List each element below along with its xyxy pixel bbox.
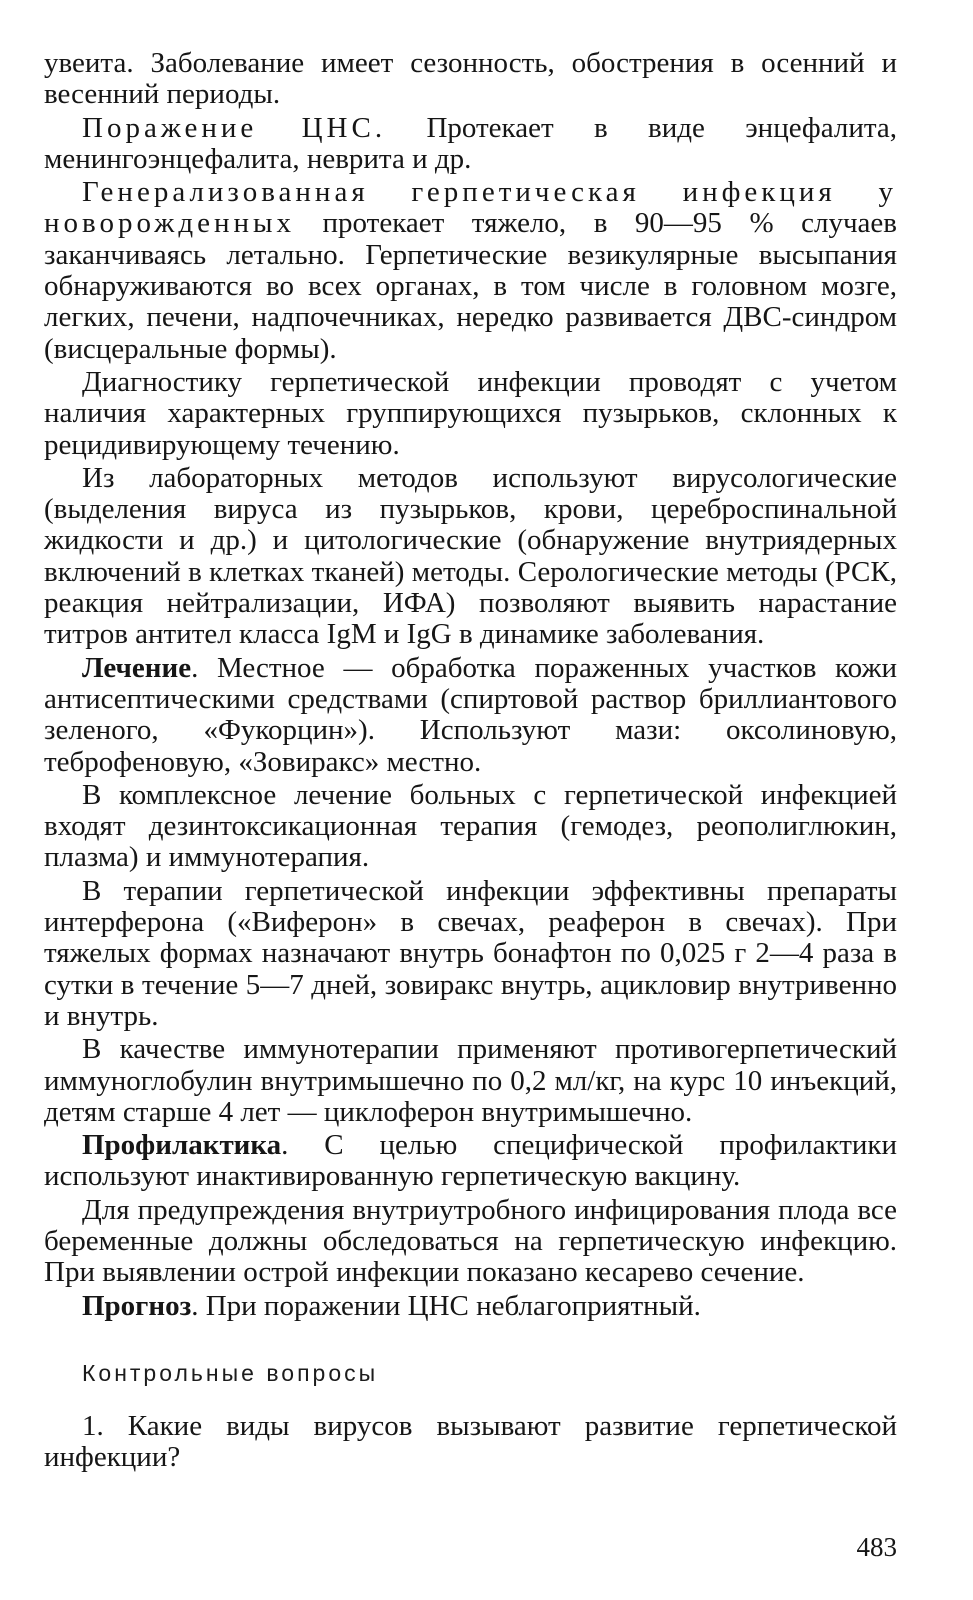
paragraph-lab-methods: Из лабораторных методов используют вирусологические (выделения вируса из пузырьков, крови, цереброспинальной жидкости и др.) и цитологические (обнаружение внутриядерных включений в клетках тканей) методы. Серологические методы (РСК, реакция нейтрализации, ИФА) позволяют выявить нарастание титров антител класса IgM и IgG в динамике заболевания. — [44, 461, 897, 651]
paragraph-prevention — [44, 1130, 897, 1193]
paragraph-neonatal-text: протекает тяжело, в 90—95 % случаев заканчиваясь летально. Герпетические везикулярные высыпания обнаруживаются во всех органах, в том числе в головном мозге, легких, печени, надпочечниках, нередко развивается ДВС-синдром (висцеральные формы). — [44, 207, 897, 365]
paragraph-treatment-text: . Местное — обработка пораженных участков кожи антисептическими средствами (спиртовой раствор бриллиантового зеленого, «Фукорцин»). Используют мази: оксолиновую, теброфеновую, «Зовиракс» местно. — [44, 651, 897, 778]
section-heading-control-questions: Контрольные вопросы — [82, 1359, 379, 1386]
paragraph-interferon-therapy: В терапии герпетической инфекции эффективны препараты интерферона («Виферон» в свечах, реаферон в свечах). При тяжелых формах назначают внутрь бонафтон по 0,025 г 2—4 раза в сутки в течение 5—7 дней, зовиракс внутрь, ацикловир внутривенно и внутрь. — [44, 874, 897, 1032]
term-treatment: Лечение — [82, 651, 192, 684]
paragraph-prognosis-text: . При поражении ЦНС неблагоприятный. — [191, 1289, 701, 1322]
paragraph-pregnancy: Для предупреждения внутриутробного инфицирования плода все беременные должны обследоваться на герпетическую инфекцию. При выявлении острой инфекции показано кесарево сечение. — [44, 1193, 897, 1289]
term-cns-lesion: Поражение ЦНС. — [82, 111, 387, 144]
term-generalized-infection: Генерализованная герпетическая инфекция у новорожденных — [44, 176, 897, 240]
paragraph-prevention-text: . С целью специфической профилактики используют инактивированную герпетическую вакцину. — [44, 1129, 897, 1193]
body-text — [44, 48, 897, 1473]
term-prevention: Профилактика — [82, 1129, 282, 1162]
term-prognosis: Прогноз — [82, 1289, 192, 1322]
paragraph-treatment — [44, 653, 897, 778]
question-1: 1. Какие виды вирусов вызывают развитие герпетической инфекции? — [44, 1409, 897, 1474]
paragraph-cns-text: Протекает в виде энцефалита, менингоэнцефалита, неврита и др. — [44, 111, 897, 175]
page-number: 483 — [856, 1532, 897, 1562]
paragraph-neonatal-infection — [44, 177, 897, 365]
paragraph-immunotherapy: В качестве иммунотерапии применяют противогерпетический иммуноглобулин внутримышечно по 0,2 мл/кг, на курс 10 инъекций, детям старше 4 лет — циклоферон внутримышечно. — [44, 1033, 897, 1128]
paragraph-complex-treatment: В комплексное лечение больных с герпетической инфекцией входят дезинтоксикационная терапия (гемодез, реополиглюкин, плазма) и иммунотерапия. — [44, 778, 897, 874]
paragraph-cns-lesion — [44, 113, 897, 176]
paragraph-prognosis — [44, 1291, 897, 1322]
paragraph-diagnostics: Диагностику герпетической инфекции проводят с учетом наличия характерных группирующихся пузырьков, склонных к рецидивирующему течению. — [44, 365, 897, 461]
paragraph-uveitis: увеита. Заболевание имеет сезонность, обострения в осенний и весенний периоды. — [44, 47, 897, 111]
